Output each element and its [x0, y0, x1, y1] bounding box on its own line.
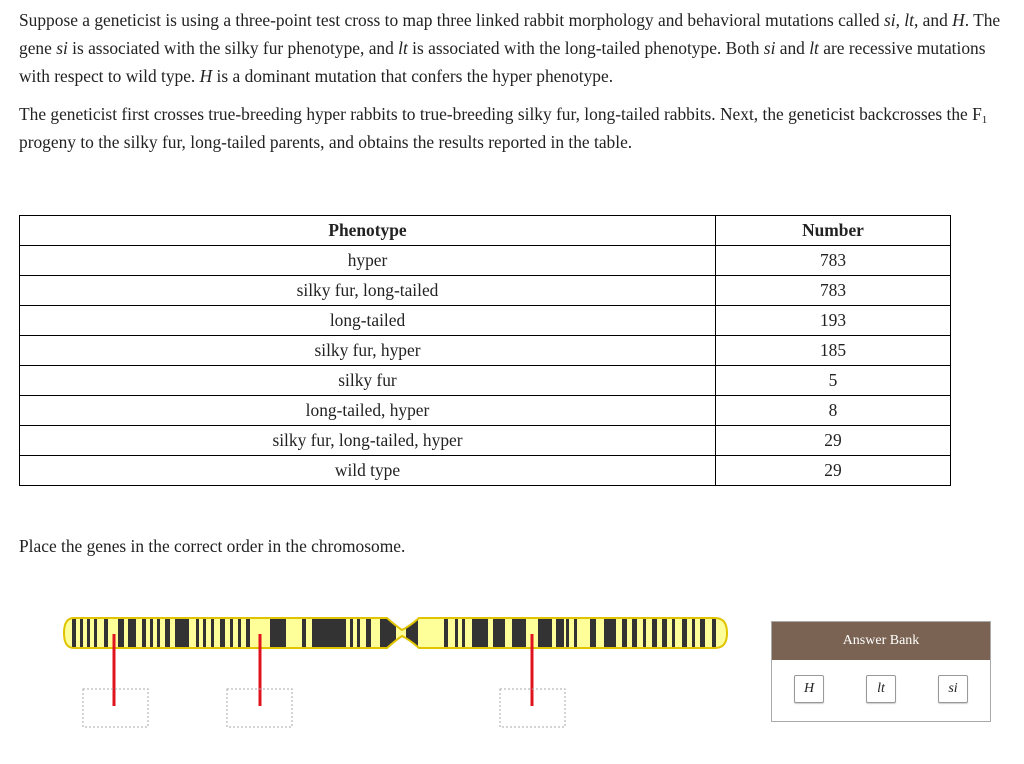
chromosome-band — [94, 616, 97, 650]
chromosome-band — [157, 616, 160, 650]
chromosome-band — [662, 616, 667, 650]
chromosome-band — [556, 616, 564, 650]
chromosome-band — [632, 616, 637, 650]
number-cell: 29 — [716, 426, 951, 456]
chromosome-band — [80, 616, 83, 650]
chromosome-band — [590, 616, 596, 650]
chromosome-band — [512, 616, 526, 650]
phenotype-cell: silky fur, long-tailed, hyper — [20, 426, 716, 456]
phenotype-cell: hyper — [20, 246, 716, 276]
phenotype-cell: silky fur — [20, 366, 716, 396]
intro-paragraph-2: The geneticist first crosses true-breeding hyper rabbits to true-breeding silky fur, long-tailed rabbits. Next, the geneticist backcrosses the $F_1$ progeny to the silky fur, long-tailed parents, and obtains the results reported in the table. — [19, 104, 988, 152]
table-row — [20, 426, 951, 456]
text-fragment: is a dominant mutation that confers the hyper phenotype. — [212, 66, 614, 86]
chromosome-band — [230, 616, 233, 650]
phenotype-cell: silky fur, hyper — [20, 336, 716, 366]
gene-symbol: si — [763, 38, 776, 58]
phenotype-cell: long-tailed — [20, 306, 716, 336]
phenotype-table — [19, 215, 951, 486]
text-fragment: is associated with the silky fur phenotype, and — [67, 38, 399, 58]
chromosome-band — [312, 616, 346, 650]
phenotype-cell: wild type — [20, 456, 716, 486]
phenotype-cell: silky fur, long-tailed — [20, 276, 716, 306]
gene-symbol: lt — [809, 38, 819, 58]
chromosome-band — [455, 616, 458, 650]
table-header-row — [20, 216, 951, 246]
number-cell: 5 — [716, 366, 951, 396]
text-fragment: and — [775, 38, 810, 58]
answer-item-h[interactable]: H — [794, 675, 824, 703]
instruction-text: Place the genes in the correct order in the chromosome. — [19, 536, 406, 556]
chromosome-band — [150, 616, 153, 650]
chromosome-diagram — [0, 600, 760, 740]
number-cell: 29 — [716, 456, 951, 486]
phenotype-header: Phenotype — [20, 216, 716, 246]
chromosome-band — [175, 616, 189, 650]
answer-bank — [771, 621, 991, 722]
chromosome-band — [366, 616, 371, 650]
text-fragment: are recessive mutations with respect to wild type. — [19, 38, 986, 86]
table-row — [20, 276, 951, 306]
chromosome-band — [604, 616, 616, 650]
chromosome-band — [211, 616, 214, 650]
chromosome-band — [87, 616, 90, 650]
number-cell: 783 — [716, 246, 951, 276]
table-row — [20, 366, 951, 396]
chromosome-band — [203, 616, 206, 650]
chromosome-band — [462, 616, 465, 650]
chromosome-band — [643, 616, 646, 650]
gene-symbol: lt — [904, 10, 914, 30]
number-cell: 783 — [716, 276, 951, 306]
chromosome-band — [380, 616, 396, 650]
gene-symbol: H — [199, 66, 213, 86]
table-row — [20, 456, 951, 486]
chromosome-band — [72, 616, 76, 650]
phenotype-cell: long-tailed, hyper — [20, 396, 716, 426]
number-cell: 185 — [716, 336, 951, 366]
table-row — [20, 306, 951, 336]
chromosome-band — [712, 616, 716, 650]
intro-paragraph-1 — [19, 6, 1009, 90]
chromosome-band — [128, 616, 136, 650]
chromosome-band — [246, 616, 250, 650]
chromosome-band — [493, 616, 505, 650]
chromosome-band — [165, 616, 170, 650]
gene-symbol: lt — [398, 38, 408, 58]
chromosome-band — [238, 616, 241, 650]
chromosome-band — [700, 616, 705, 650]
chromosome-band — [350, 616, 353, 650]
table-row — [20, 246, 951, 276]
chromosome-band — [692, 616, 695, 650]
chromosome-band — [566, 616, 569, 650]
chromosome-band — [270, 616, 286, 650]
answer-item-lt[interactable]: lt — [866, 675, 896, 703]
number-header: Number — [716, 216, 951, 246]
text-fragment: is associated with the long-tailed phenotype. Both — [407, 38, 764, 58]
chromosome-bands — [60, 616, 732, 650]
number-cell: 8 — [716, 396, 951, 426]
chromosome-band — [472, 616, 488, 650]
chromosome-band — [538, 616, 552, 650]
chromosome-band — [118, 616, 124, 650]
table-row — [20, 336, 951, 366]
table-row — [20, 396, 951, 426]
chromosome-band — [142, 616, 146, 650]
chromosome-band — [444, 616, 448, 650]
chromosome-band — [672, 616, 675, 650]
answer-bank-title: Answer Bank — [772, 622, 990, 660]
chromosome-band — [652, 616, 657, 650]
text-fragment: Suppose a geneticist is using a three-point test cross to map three linked rabbit morphology and behavioral mutations called — [19, 10, 884, 30]
chromosome-band — [574, 616, 577, 650]
chromosome-band — [622, 616, 627, 650]
text-fragment: , and — [913, 10, 953, 30]
gene-symbol: si — [56, 38, 68, 58]
answer-item-si[interactable]: si — [938, 675, 968, 703]
text-fragment: . The gene — [19, 10, 1001, 58]
number-cell: 193 — [716, 306, 951, 336]
chromosome-band — [220, 616, 225, 650]
gene-symbol: H — [952, 10, 965, 30]
gene-symbol: si — [883, 10, 896, 30]
chromosome-band — [302, 616, 306, 650]
chromosome-band — [104, 616, 108, 650]
chromosome-band — [196, 616, 199, 650]
chromosome-band — [682, 616, 687, 650]
text-fragment: , — [895, 10, 905, 30]
chromosome-band — [357, 616, 360, 650]
